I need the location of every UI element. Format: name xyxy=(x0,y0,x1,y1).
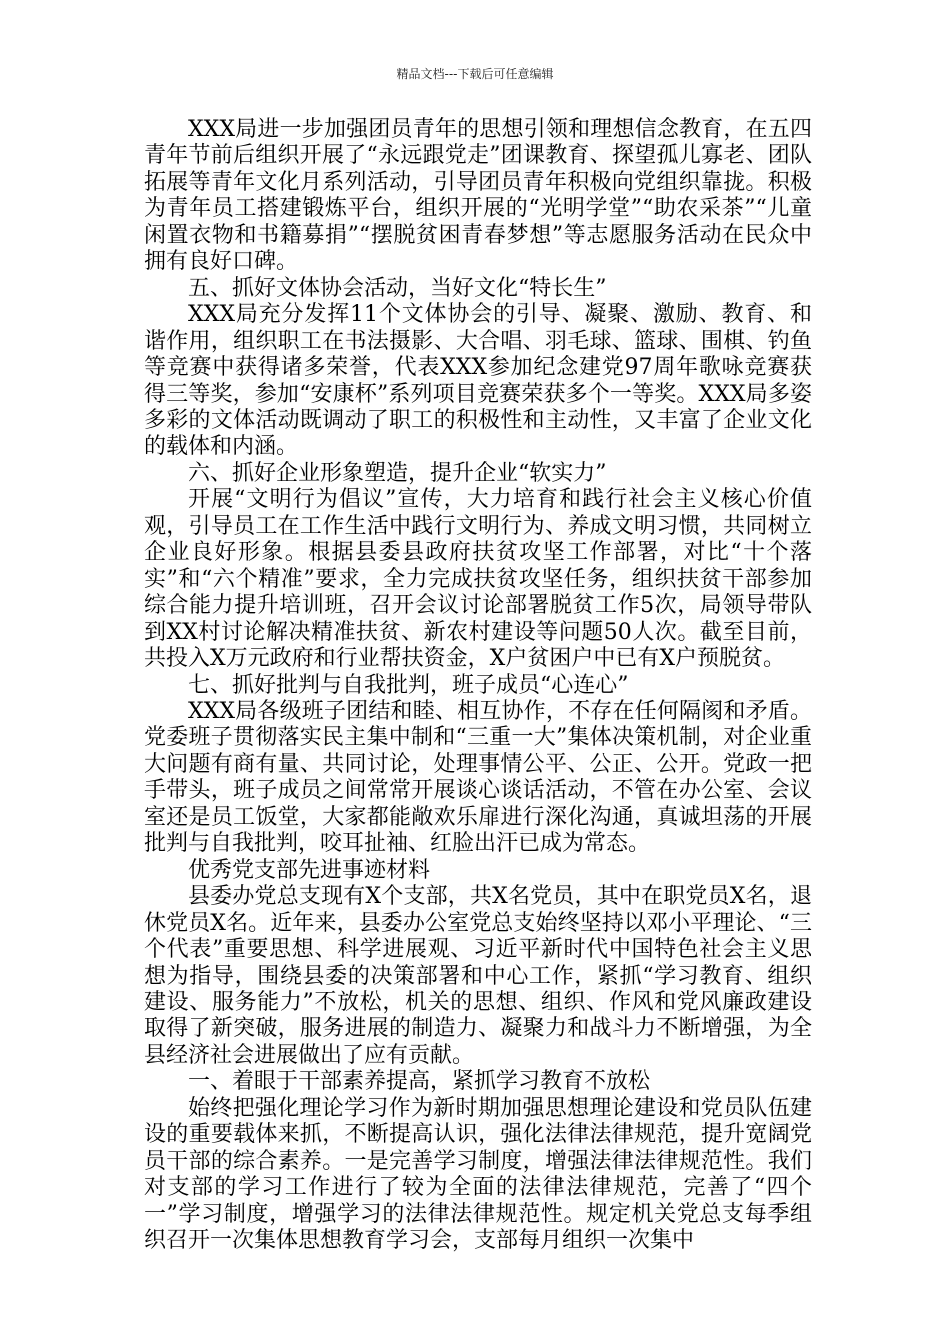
paragraph-corporate-image: 开展“文明行为倡议”宣传，大力培育和践行社会主义核心价值观，引导员工在工作生活中践行文明行为、养成文明习惯，共同树立企业良好形象。根据县委县政府扶贫攻坚工作部署，对比“十个落实”和“六个精准”要求，全力完成扶贫攻坚任务，组织扶贫干部参加综合能力提升培训班，召开会议讨论部署脱贫工作5次，局领导带队到XX村讨论解决精准扶贫、新农村建设等问题50人次。截至目前，共投入X万元政府和行业帮扶资金，X户贫困户中已有X户预脱贫。 xyxy=(144,487,812,672)
paragraph-youth-activities: XXX局进一步加强团员青年的思想引领和理想信念教育，在五四青年节前后组织开展了“永远跟党走”团课教育、探望孤儿寡老、团队拓展等青年文化月系列活动，引导团员青年积极向党组织靠拢。积极为青年员工搭建锻炼平台，组织开展的“光明学堂”“助农采茶”“儿童闲置衣物和书籍募捐”“摆脱贫困青春梦想”等志愿服务活动在民众中拥有良好口碑。 xyxy=(144,117,812,275)
paragraph-study-education: 始终把强化理论学习作为新时期加强思想理论建设和党员队伍建设的重要载体来抓，不断提高认识，强化法律法律规范，提升宽阔党员干部的综合素养。一是完善学习制度，增强法律法律规范性。我们对支部的学习工作进行了较为全面的法律法律规范，完善了“四个一”学习制度，增强学习的法律法律规范性。规定机关党总支每季组织召开一次集体思想教育学习会，支部每月组织一次集中 xyxy=(144,1095,812,1254)
paragraph-culture-sports: XXX局充分发挥11个文体协会的引导、凝聚、激励、教育、和谐作用，组织职工在书法摄影、大合唱、羽毛球、篮球、围棋、钓鱼等竞赛中获得诸多荣誉，代表XXX参加纪念建党97周年歌咏竞赛获得三等奖，参加“安康杯”系列项目竞赛荣获多个一等奖。XXX局多姿多彩的文体活动既调动了职工的积极性和主动性，又丰富了企业文化的载体和内涵。 xyxy=(144,302,812,460)
page-header: 精品文档---下载后可任意编辑 xyxy=(396,67,554,81)
document-body xyxy=(144,117,812,1254)
paragraph-criticism: XXX局各级班子团结和睦、相互协作，不存在任何隔阂和矛盾。党委班子贯彻落实民主集中制和“三重一大”集体决策机制，对企业重大问题有商有量、共同讨论，处理事情公平、公正、公开。党政一把手带头，班子成员之间常常开展谈心谈话活动，不管在办公室、会议室还是员工饭堂，大家都能敞欢乐扉进行深化沟通，真诚坦荡的开展批判与自我批判，咬耳扯袖、红脸出汗已成为常态。 xyxy=(144,698,812,857)
section-heading-six: 六、抓好企业形象塑造，提升企业“软实力” xyxy=(188,460,607,486)
section-heading-one: 一、着眼于干部素养提高，紧抓学习教育不放松 xyxy=(188,1069,651,1095)
section-heading-seven: 七、抓好批判与自我批判，班子成员“心连心” xyxy=(188,672,629,698)
paragraph-party-branch-overview: 县委办党总支现有X个支部，共X名党员，其中在职党员X名，退休党员X名。近年来，县委办公室党总支始终坚持以邓小平理论、“三个代表”重要思想、科学进展观、习近平新时代中国特色社会主义思想为指导，围绕县委的决策部署和中心工作，紧抓“学习教育、组织建设、服务能力”不放松，机关的思想、组织、作风和党风廉政建设取得了新突破，服务进展的制造力、凝聚力和战斗力不断增强，为全县经济社会进展做出了应有贡献。 xyxy=(144,884,812,1068)
section-heading-five: 五、抓好文体协会活动，当好文化“特长生” xyxy=(188,275,607,301)
document-subtitle: 优秀党支部先进事迹材料 xyxy=(188,857,431,883)
